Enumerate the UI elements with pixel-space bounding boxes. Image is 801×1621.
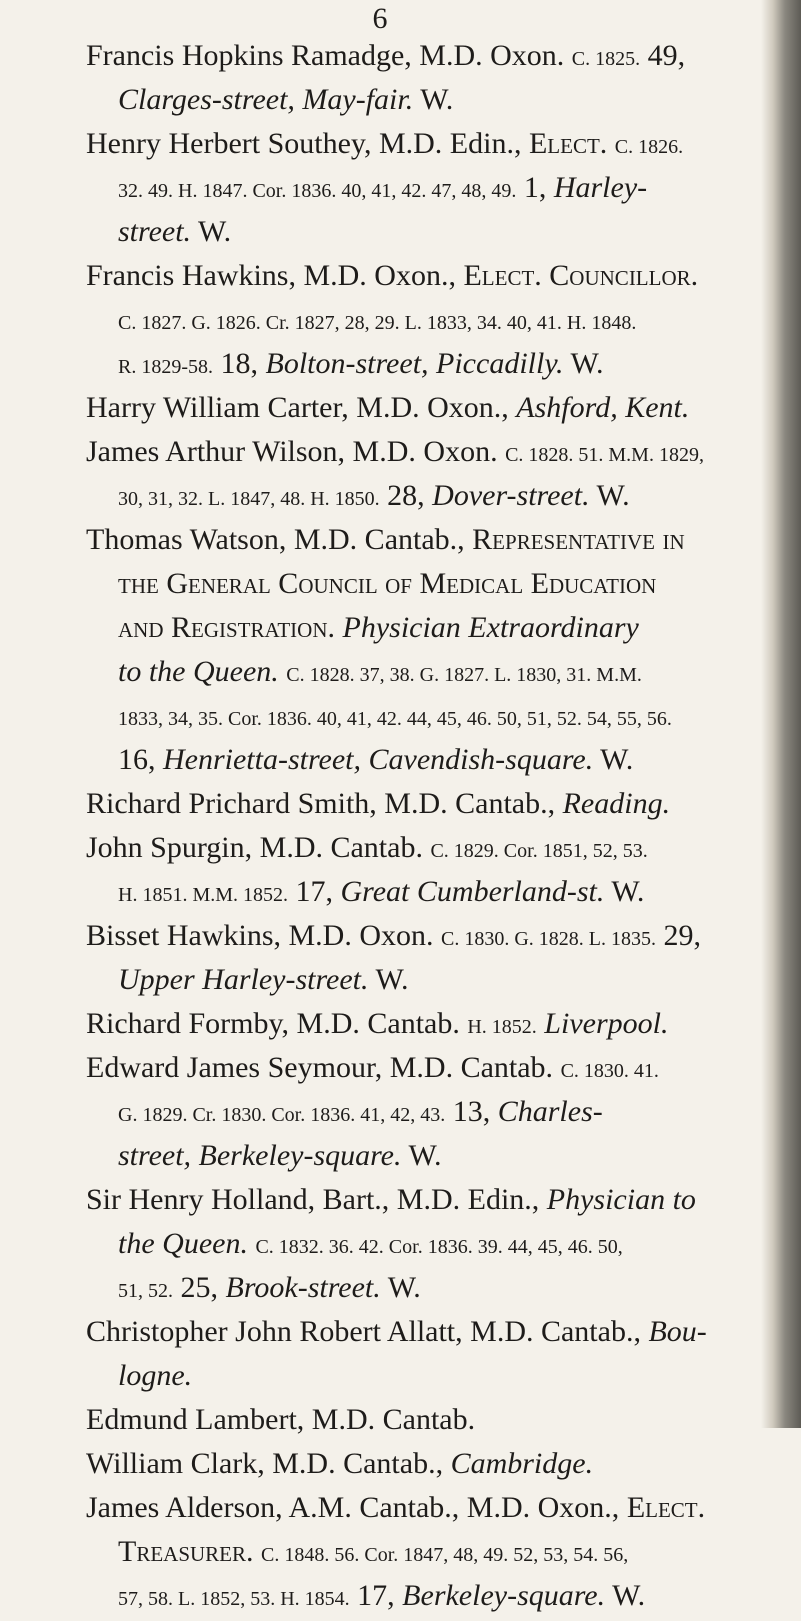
dates-text: 51, 52. bbox=[118, 1280, 173, 1302]
name-text: W. bbox=[401, 1139, 442, 1172]
address-text: Henrietta-street, Cavendish-square. bbox=[163, 743, 594, 776]
name-text: 13, bbox=[445, 1095, 498, 1128]
address-text: Bou- bbox=[648, 1315, 707, 1348]
dates-text: H. 1852. bbox=[467, 1016, 537, 1038]
name-text: W. bbox=[368, 963, 409, 996]
name-text: 16, bbox=[118, 743, 163, 776]
dates-text: C. 1825. bbox=[571, 48, 641, 70]
address-text: Reading. bbox=[562, 787, 671, 820]
dates-text: C. 1828. 51. M.M. 1829, bbox=[505, 444, 704, 466]
text-line bbox=[86, 650, 756, 694]
name-text: 17, bbox=[288, 875, 341, 908]
name-text: 25, bbox=[173, 1271, 226, 1304]
dates-text: C. 1828. 37, 38. G. 1827. L. 1830, 31. M.M. bbox=[286, 664, 642, 686]
dates-text: H. 1851. M.M. 1852. bbox=[118, 884, 289, 906]
name-text: Bisset Hawkins, M.D. Oxon. bbox=[86, 919, 442, 952]
dates-text: C. 1848. 56. Cor. 1847, 48, 49. 52, 53, 54. 56, bbox=[261, 1544, 629, 1566]
name-text: Thomas Watson, M.D. Cantab., bbox=[86, 523, 473, 556]
name-text: W. bbox=[605, 1579, 646, 1612]
name-text: Francis Hawkins, M.D. Oxon., bbox=[86, 259, 464, 292]
text-line bbox=[86, 342, 756, 386]
office-text: Representative in bbox=[472, 523, 685, 556]
name-text: William Clark, M.D. Cantab., bbox=[86, 1447, 451, 1480]
text-line bbox=[86, 1530, 756, 1574]
text-line bbox=[86, 1002, 756, 1046]
name-text: James Arthur Wilson, M.D. Oxon. bbox=[86, 435, 506, 468]
name-text: W. bbox=[604, 875, 645, 908]
text-line bbox=[86, 606, 756, 650]
address-text: Harley- bbox=[553, 171, 648, 204]
text-line bbox=[86, 1046, 756, 1090]
name-text: John Spurgin, M.D. Cantab. bbox=[86, 831, 431, 864]
name-text: W. bbox=[191, 215, 232, 248]
address-text: street. bbox=[118, 215, 192, 248]
text-line bbox=[86, 1310, 756, 1354]
office-text: Treasurer. bbox=[118, 1535, 254, 1568]
text-line bbox=[86, 474, 756, 518]
text-line bbox=[86, 1178, 756, 1222]
name-text: 18, bbox=[213, 347, 266, 380]
dates-text: 57, 58. L. 1852, 53. H. 1854. bbox=[118, 1588, 350, 1610]
address-text: Charles- bbox=[497, 1095, 603, 1128]
address-text: Cambridge. bbox=[450, 1447, 594, 1480]
text-line bbox=[86, 738, 756, 782]
name-text: Francis Hopkins Ramadge, M.D. Oxon. bbox=[86, 39, 572, 72]
name-text bbox=[335, 611, 343, 644]
office-text: Elect. bbox=[626, 1491, 706, 1524]
dates-text: 1833, 34, 35. Cor. 1836. 40, 41, 42. 44, 45, 46. 50, 51, 52. 54, 55, 56. bbox=[118, 708, 672, 730]
text-line bbox=[86, 1134, 756, 1178]
office-text: Elect. bbox=[528, 127, 608, 160]
text-line bbox=[86, 430, 756, 474]
text-line bbox=[86, 210, 756, 254]
name-text bbox=[607, 127, 615, 160]
name-text: W. bbox=[413, 83, 454, 116]
text-line bbox=[86, 1574, 756, 1618]
text-line bbox=[86, 254, 756, 298]
dates-text: C. 1826. bbox=[614, 136, 684, 158]
dates-text: C. 1830. 41. bbox=[560, 1060, 659, 1082]
text-line bbox=[86, 386, 756, 430]
address-text: Clarges-street, May-fair. bbox=[118, 83, 414, 116]
name-text: W. bbox=[563, 347, 604, 380]
text-line bbox=[86, 518, 756, 562]
dates-text: 30, 31, 32. L. 1847, 48. H. 1850. bbox=[118, 488, 380, 510]
name-text: W. bbox=[593, 743, 634, 776]
text-line bbox=[86, 34, 756, 78]
dates-text: C. 1830. G. 1828. L. 1835. bbox=[441, 928, 657, 950]
address-text: Dover-street. bbox=[432, 479, 590, 512]
dates-text: R. 1829-58. bbox=[118, 356, 213, 378]
name-text: Richard Prichard Smith, M.D. Cantab., bbox=[86, 787, 563, 820]
text-line bbox=[86, 166, 756, 210]
text-line bbox=[86, 562, 756, 606]
name-text: Edmund Lambert, M.D. Cantab. bbox=[86, 1403, 476, 1436]
name-text: Christopher John Robert Allatt, M.D. Cantab., bbox=[86, 1315, 649, 1348]
text-line bbox=[86, 1222, 756, 1266]
address-text: Great Cumberland-st. bbox=[340, 875, 605, 908]
dates-text: C. 1827. G. 1826. Cr. 1827, 28, 29. L. 1833, 34. 40, 41. H. 1848. bbox=[118, 312, 637, 334]
text-line bbox=[86, 914, 756, 958]
name-text: W. bbox=[380, 1271, 421, 1304]
address-text: Bolton-street, Piccadilly. bbox=[265, 347, 564, 380]
name-text: 1, bbox=[516, 171, 554, 204]
text-line bbox=[86, 1398, 756, 1442]
name-text: Harry William Carter, M.D. Oxon., bbox=[86, 391, 517, 424]
dates-text: C. 1832. 36. 42. Cor. 1836. 39. 44, 45, 46. 50, bbox=[255, 1236, 623, 1258]
name-text: 49, bbox=[640, 39, 686, 72]
dates-text: G. 1829. Cr. 1830. Cor. 1836. 41, 42, 43. bbox=[118, 1104, 446, 1126]
text-line bbox=[86, 826, 756, 870]
address-text: the Queen. bbox=[118, 1227, 248, 1260]
text-line bbox=[86, 1486, 756, 1530]
text-line bbox=[86, 298, 756, 342]
address-text: Physician Extraordinary bbox=[342, 611, 639, 644]
page-edge-shadow bbox=[761, 0, 801, 1428]
name-text: Henry Herbert Southey, M.D. Edin., bbox=[86, 127, 529, 160]
text-line bbox=[86, 78, 756, 122]
text-line bbox=[86, 870, 756, 914]
address-text: street, Berkeley-square. bbox=[118, 1139, 402, 1172]
address-text: Liverpool. bbox=[544, 1007, 669, 1040]
address-text: to the Queen. bbox=[118, 655, 279, 688]
text-line bbox=[86, 1442, 756, 1486]
text-line bbox=[86, 122, 756, 166]
page-number: 6 bbox=[372, 2, 388, 35]
dates-text: 32. 49. H. 1847. Cor. 1836. 40, 41, 42. 47, 48, 49. bbox=[118, 180, 517, 202]
office-text: and Registration. bbox=[118, 611, 335, 644]
name-text: W. bbox=[589, 479, 630, 512]
name-text: Sir Henry Holland, Bart., M.D. Edin., bbox=[86, 1183, 547, 1216]
name-text: James Alderson, A.M. Cantab., M.D. Oxon., bbox=[86, 1491, 627, 1524]
name-text: 17, bbox=[349, 1579, 403, 1612]
office-text: the General Council of Medical Education bbox=[118, 567, 657, 600]
name-text: 29, bbox=[656, 919, 702, 952]
address-text: logne. bbox=[118, 1359, 193, 1392]
name-text bbox=[254, 1535, 262, 1568]
dates-text: C. 1829. Cor. 1851, 52, 53. bbox=[430, 840, 648, 862]
text-line bbox=[86, 1090, 756, 1134]
name-text: 28, bbox=[379, 479, 433, 512]
text-line bbox=[86, 1354, 756, 1398]
address-text: Physician to bbox=[546, 1183, 696, 1216]
text-line bbox=[86, 782, 756, 826]
address-text: Berkeley-square. bbox=[402, 1579, 606, 1612]
text-line bbox=[86, 958, 756, 1002]
address-text: Upper Harley-street. bbox=[118, 963, 369, 996]
register-entries bbox=[86, 34, 756, 1618]
text-line bbox=[86, 1266, 756, 1310]
name-text: Edward James Seymour, M.D. Cantab. bbox=[86, 1051, 561, 1084]
text-line bbox=[86, 694, 756, 738]
office-text: Elect. Councillor. bbox=[463, 259, 699, 292]
address-text: Ashford, Kent. bbox=[516, 391, 690, 424]
name-text: Richard Formby, M.D. Cantab. bbox=[86, 1007, 468, 1040]
address-text: Brook-street. bbox=[225, 1271, 381, 1304]
